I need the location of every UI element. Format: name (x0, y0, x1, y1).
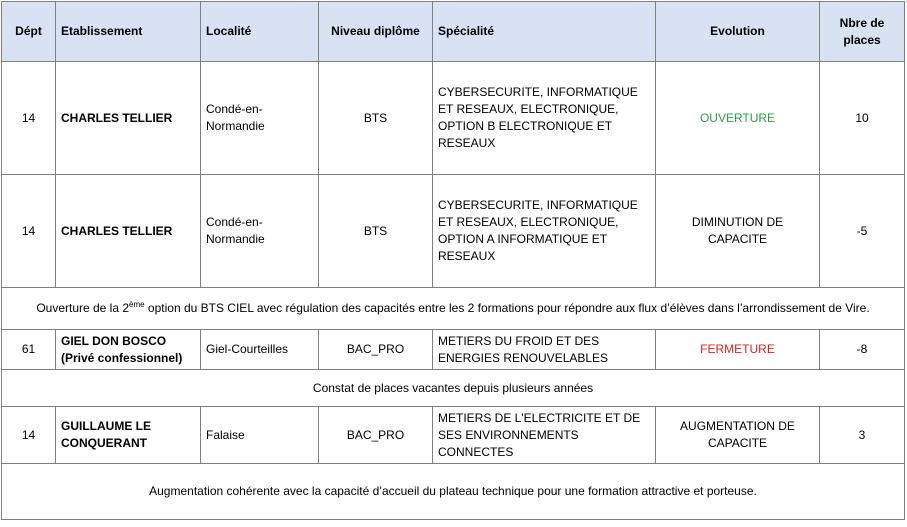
cell-evolution: DIMINUTION DE CAPACITE (656, 175, 820, 288)
cell-specialite: CYBERSECURITE, INFORMATIQUE ET RESEAUX, ELECTRONIQUE, OPTION B ELECTRONIQUE ET RESEAUX (433, 62, 656, 175)
cell-places: 10 (820, 62, 905, 175)
cell-places: -8 (820, 330, 905, 370)
etablissement-sub: (Privé confessionnel) (61, 350, 183, 365)
cell-etablissement (56, 330, 201, 370)
cell-specialite: CYBERSECURITE, INFORMATIQUE ET RESEAUX, ELECTRONIQUE, OPTION A INFORMATIQUE ET RESEAUX (433, 175, 656, 288)
cell-localite: Condé-en-Normandie (201, 62, 319, 175)
cell-niveau: BAC_PRO (319, 407, 433, 464)
table-row (2, 407, 905, 464)
etablissement-name: GIEL DON BOSCO (61, 333, 167, 348)
cell-dept: 14 (2, 407, 56, 464)
cell-specialite: METIERS DU FROID ET DES ENERGIES RENOUVELABLES (433, 330, 656, 370)
cell-localite: Giel-Courteilles (201, 330, 319, 370)
cell-niveau: BAC_PRO (319, 330, 433, 370)
cell-niveau: BTS (319, 62, 433, 175)
note-text-post: option du BTS CIEL avec régulation des capacités entre les 2 formations pour répondre aux flux d’élèves dans l’arrondissement de Vire. (144, 301, 870, 315)
cell-specialite: METIERS DE L'ELECTRICITE ET DE SES ENVIRONNEMENTS CONNECTES (433, 407, 656, 464)
note-text: Augmentation cohérente avec la capacité d’accueil du plateau technique pour une formation attractive et porteuse. (2, 464, 905, 520)
note-text (2, 288, 905, 330)
header-specialite: Spécialité (433, 2, 656, 62)
header-localite: Localité (201, 2, 319, 62)
cell-dept: 14 (2, 62, 56, 175)
cell-evolution: OUVERTURE (656, 62, 820, 175)
header-niveau: Niveau diplôme (319, 2, 433, 62)
note-row (2, 370, 905, 407)
cell-evolution: FERMETURE (656, 330, 820, 370)
cell-localite: Condé-en-Normandie (201, 175, 319, 288)
cell-places: -5 (820, 175, 905, 288)
note-text-pre: Ouverture de la 2 (36, 301, 130, 315)
cell-etablissement: CHARLES TELLIER (56, 175, 201, 288)
header-places: Nbre de places (820, 2, 905, 62)
note-text-sup: ème (129, 300, 145, 309)
cell-localite: Falaise (201, 407, 319, 464)
cell-evolution: AUGMENTATION DE CAPACITE (656, 407, 820, 464)
note-row (2, 464, 905, 520)
cell-niveau: BTS (319, 175, 433, 288)
note-row (2, 288, 905, 330)
cell-dept: 61 (2, 330, 56, 370)
cell-etablissement: CHARLES TELLIER (56, 62, 201, 175)
header-etablissement: Etablissement (56, 2, 201, 62)
cell-etablissement: GUILLAUME LE CONQUERANT (56, 407, 201, 464)
header-evolution: Evolution (656, 2, 820, 62)
cell-places: 3 (820, 407, 905, 464)
table-row (2, 175, 905, 288)
note-text: Constat de places vacantes depuis plusieurs années (2, 370, 905, 407)
table-row (2, 62, 905, 175)
table-row (2, 330, 905, 370)
header-dept: Dépt (2, 2, 56, 62)
header-row (2, 2, 905, 62)
formations-table (1, 1, 905, 520)
cell-dept: 14 (2, 175, 56, 288)
